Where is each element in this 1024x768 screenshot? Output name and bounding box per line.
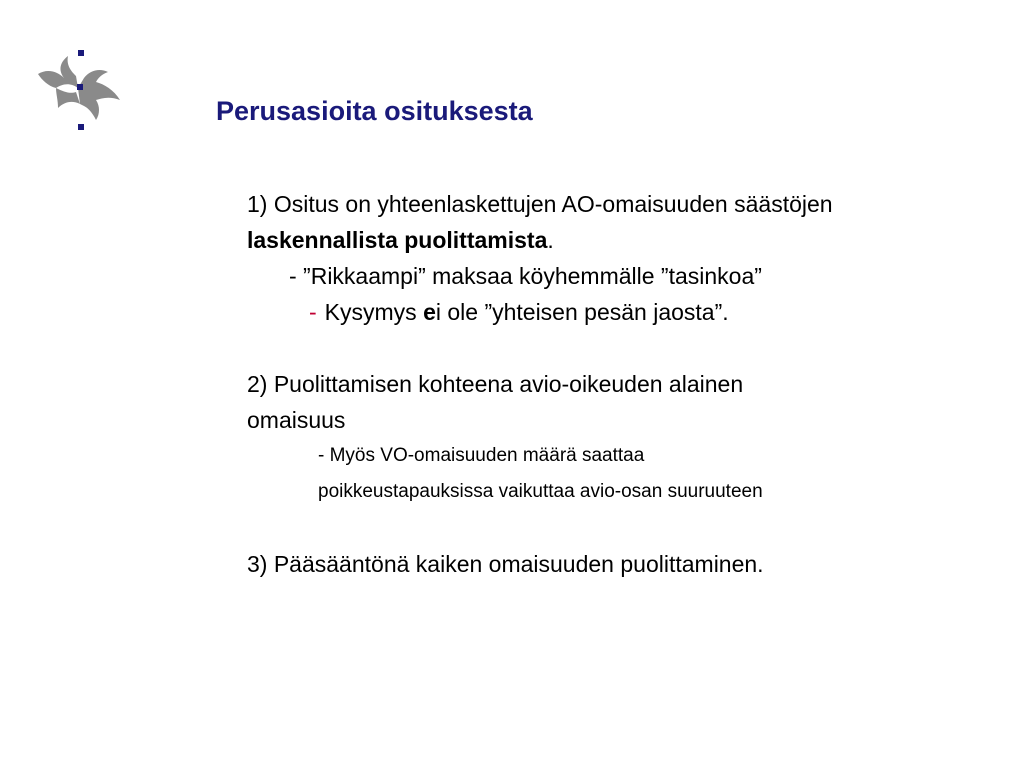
point2-sub2: poikkeustapauksissa vaikuttaa avio-osan suuruuteen: [318, 481, 763, 502]
point1-sub2-bold: e: [423, 299, 436, 325]
point1-sub1: - ”Rikkaampi” maksaa köyhemmälle ”tasinkoa”: [289, 263, 762, 289]
point2-line2: omaisuus: [247, 407, 346, 433]
point2-sub1: - Myös VO-omaisuuden määrä saattaa: [318, 445, 645, 466]
point3-line1: 3) Pääsääntönä kaiken omaisuuden puolittaminen.: [247, 551, 764, 577]
point1-line2: [247, 222, 987, 258]
spacer: [247, 330, 987, 366]
point1-bold-text: laskennallista puolittamista: [247, 227, 548, 253]
helsinki-flame-logo-icon: [34, 48, 126, 136]
point2-line1: 2) Puolittamisen kohteena avio-oikeuden alainen: [247, 371, 744, 397]
red-dash-bullet: -: [309, 299, 317, 325]
point1-line1: 1) Ositus on yhteenlaskettujen AO-omaisuuden säästöjen: [247, 191, 833, 217]
point1-sub2: [247, 294, 987, 330]
slide-title: Perusasioita osituksesta: [216, 96, 533, 126]
point1-period: .: [547, 227, 554, 253]
point1-sub2-post: i ole ”yhteisen pesän jaosta”.: [435, 299, 729, 325]
spacer: [247, 510, 987, 546]
slide-body: [247, 186, 987, 582]
point1-sub2-pre: Kysymys: [324, 299, 424, 325]
